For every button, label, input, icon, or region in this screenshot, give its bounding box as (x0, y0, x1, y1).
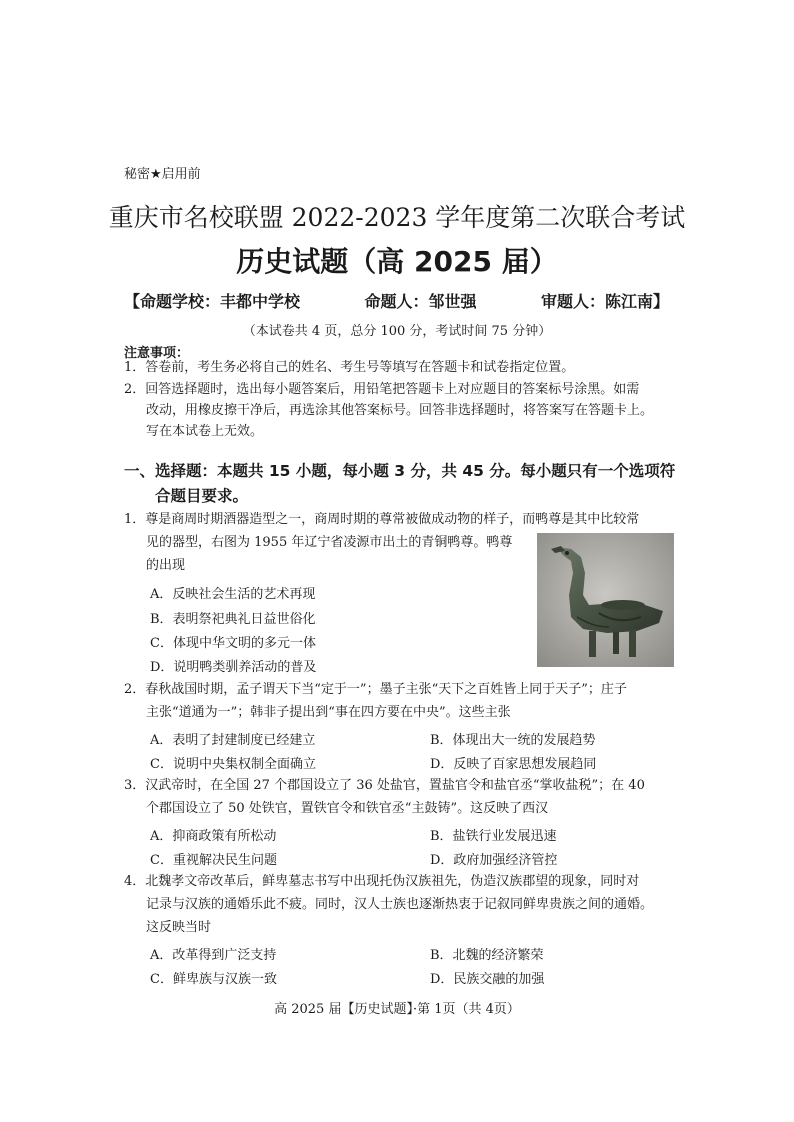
question-line: 记录与汉族的通婚乐此不疲。同时，汉人士族也逐渐热衷于记叙同鲜卑贵族之间的通婚。 (146, 897, 654, 912)
option: A．反映社会生活的艺术再现 (150, 587, 316, 602)
question-line: 3．汉武帝时，在全国 27 个郡国设立了 36 处盐官，置盐官令和盐官丞“掌收盐税”；在 40 (124, 778, 645, 793)
bronze-duck-zun-image (537, 533, 674, 667)
option: C．说明中央集权制全面确立 (150, 757, 316, 772)
question-line: 2．春秋战国时期，孟子谓天下当“定于一”；墨子主张“天下之百姓皆上同于天子”；庄子 (124, 682, 627, 697)
exam-info: （本试卷共 4 页，总分 100 分，考试时间 75 分钟） (242, 324, 552, 339)
question-line: 见的器型，右图为 1955 年辽宁省凌源市出土的青铜鸭尊。鸭尊 (146, 535, 513, 550)
option: D．政府加强经济管控 (430, 853, 558, 868)
option: B．盐铁行业发展迅速 (430, 829, 557, 844)
notice-heading: 注意事项： (124, 346, 190, 361)
question-line: 这反映当时 (146, 920, 212, 935)
option: B．表明祭祀典礼日益世俗化 (150, 612, 316, 627)
question-line: 的出现 (146, 558, 186, 573)
notice-line: 1．答卷前，考生务必将自己的姓名、考生号等填写在答题卡和试卷指定位置。 (124, 360, 575, 375)
notice-line: 写在本试卷上无效。 (146, 424, 264, 439)
author-line (124, 289, 669, 312)
option: B．体现出大一统的发展趋势 (430, 733, 596, 748)
option: D．说明鸭类驯养活动的普及 (150, 660, 317, 675)
option: C．体现中华文明的多元一体 (150, 636, 316, 651)
option: D．反映了百家思想发展趋同 (430, 757, 597, 772)
exam-title: 重庆市名校联盟 2022-2023 学年度第二次联合考试 (108, 203, 686, 232)
option: D．民族交融的加强 (430, 972, 545, 987)
option: A．表明了封建制度已经建立 (150, 733, 316, 748)
question-line: 主张“道通为一”；韩非子提出到“事在四方要在中央”。这些主张 (146, 705, 511, 720)
author-label: 命题人：邹世强 (364, 292, 477, 311)
page-footer: 高 2025 届【历史试题】·第 1页（共 4页） (274, 1002, 520, 1017)
question-line: 1．尊是商周时期酒器造型之一，商周时期的尊常被做成动物的样子，而鸭尊是其中比较常 (124, 512, 640, 527)
question-line: 个郡国设立了 50 处铁官，置铁官令和铁官丞“主鼓铸”。这反映了西汉 (146, 801, 549, 816)
secret-label: 秘密★启用前 (124, 167, 201, 182)
section-heading-cont: 合题目要求。 (155, 487, 249, 505)
option: B．北魏的经济繁荣 (430, 948, 544, 963)
option: C．鲜卑族与汉族一致 (150, 972, 277, 987)
section-heading: 一、选择题：本题共 15 小题，每小题 3 分，共 45 分。每小题只有一个选项符 (124, 462, 676, 480)
option: A．抑商政策有所松动 (150, 829, 277, 844)
notice-line: 改动，用橡皮擦干净后，再选涂其他答案标号。回答非选择题时，将答案写在答题卡上。 (146, 403, 654, 418)
exam-subtitle: 历史试题（高 2025 届） (236, 245, 558, 278)
notice-line: 2．回答选择题时，选出每小题答案后，用铅笔把答题卡上对应题目的答案标号涂黑。如需 (124, 382, 640, 397)
option: C．重视解决民生问题 (150, 853, 277, 868)
question-line: 4．北魏孝文帝改革后，鲜卑墓志书写中出现托伪汉族祖先，伪造汉族郡望的现象，同时对 (124, 874, 640, 889)
school-label: 【命题学校：丰都中学校 (124, 292, 301, 311)
option: A．改革得到广泛支持 (150, 948, 277, 963)
reviewer-label: 审题人：陈江南】 (540, 292, 669, 311)
